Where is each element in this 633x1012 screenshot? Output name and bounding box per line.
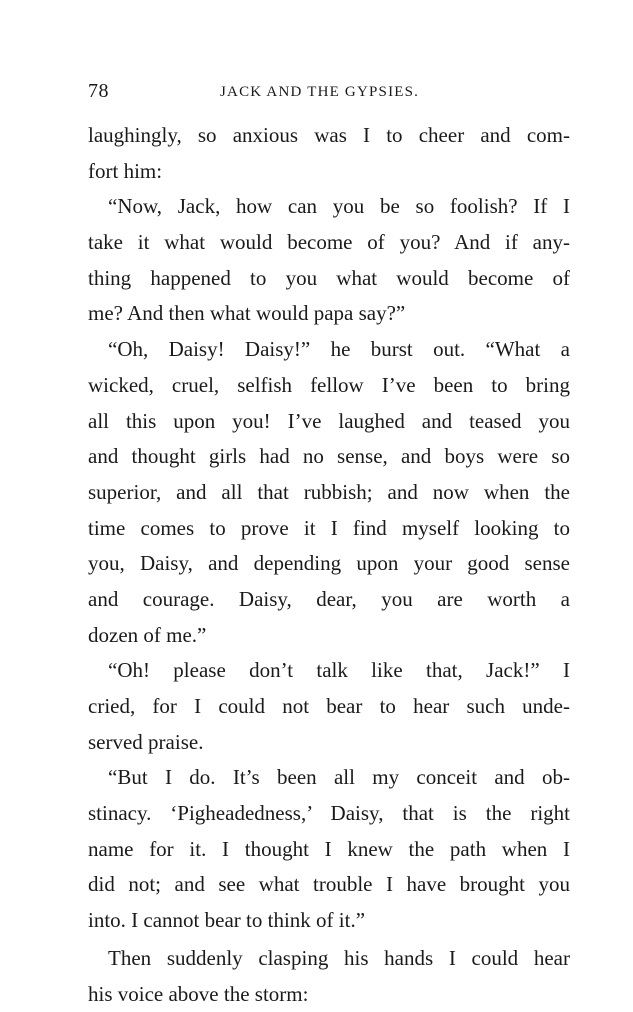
- text-line: into. I cannot bear to think of it.”: [88, 903, 570, 939]
- text-line: name for it. I thought I knew the path when I: [88, 832, 570, 868]
- text-line: did not; and see what trouble I have brought you: [88, 867, 570, 903]
- text-line: time comes to prove it I find myself looking to: [88, 511, 570, 547]
- running-title: JACK AND THE GYPSIES.: [220, 84, 419, 101]
- text-line: laughingly, so anxious was I to cheer and com-: [88, 118, 570, 154]
- text-line: his voice above the storm:: [88, 977, 570, 1012]
- running-head: [88, 80, 570, 104]
- text-line: “Oh, Daisy! Daisy!” he burst out. “What a: [88, 332, 570, 368]
- text-line: thing happened to you what would become of: [88, 261, 570, 297]
- text-line: and thought girls had no sense, and boys were so: [88, 439, 570, 475]
- text-line: fort him:: [88, 154, 570, 190]
- text-line: “Now, Jack, how can you be so foolish? If I: [88, 189, 570, 225]
- text-line: wicked, cruel, selfish fellow I’ve been to bring: [88, 368, 570, 404]
- text-line: stinacy. ‘Pigheadedness,’ Daisy, that is the right: [88, 796, 570, 832]
- text-line: me? And then what would papa say?”: [88, 296, 570, 332]
- text-line: take it what would become of you? And if any-: [88, 225, 570, 261]
- text-line: all this upon you! I’ve laughed and teased you: [88, 404, 570, 440]
- text-line: Then suddenly clasping his hands I could hear: [88, 941, 570, 977]
- body-text: [88, 118, 570, 1012]
- text-line: served praise.: [88, 725, 570, 761]
- text-line: “But I do. It’s been all my conceit and ob-: [88, 760, 570, 796]
- text-line: cried, for I could not bear to hear such unde-: [88, 689, 570, 725]
- text-line: and courage. Daisy, dear, you are worth a: [88, 582, 570, 618]
- text-line: you, Daisy, and depending upon your good sense: [88, 546, 570, 582]
- text-line: superior, and all that rubbish; and now when the: [88, 475, 570, 511]
- text-line: “Oh! please don’t talk like that, Jack!” I: [88, 653, 570, 689]
- text-line: dozen of me.”: [88, 618, 570, 654]
- page-number: 78: [88, 80, 109, 103]
